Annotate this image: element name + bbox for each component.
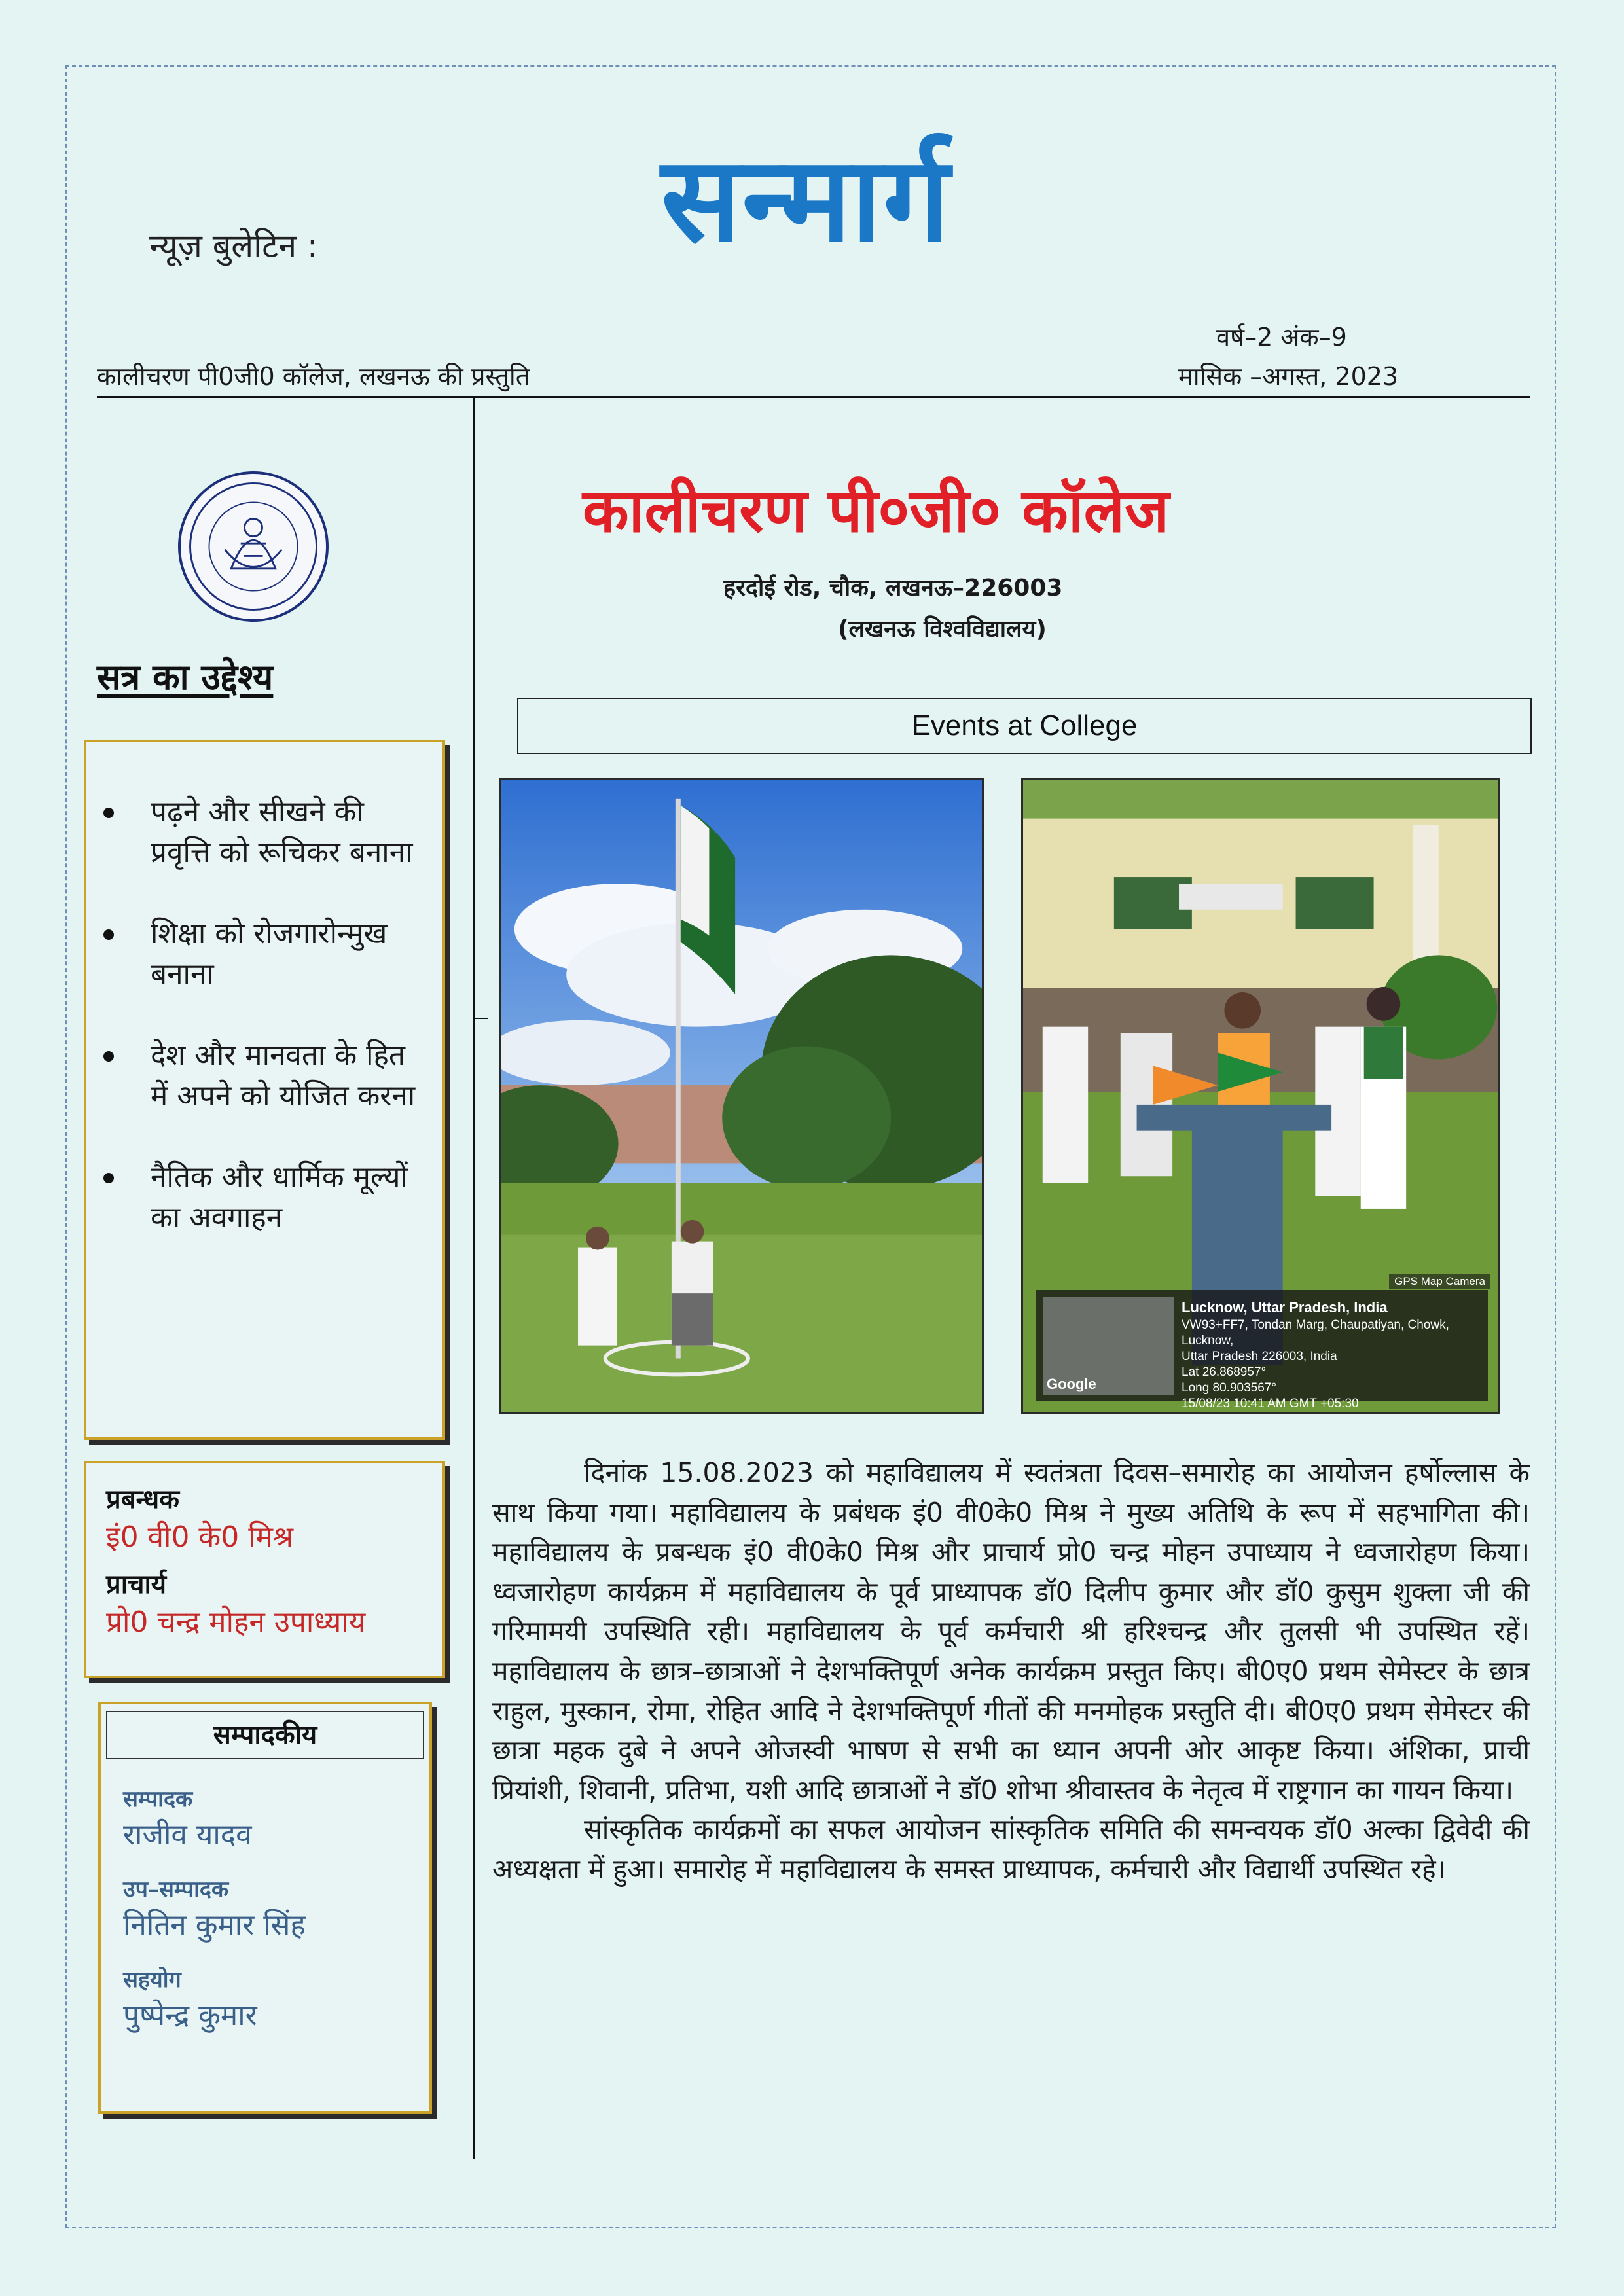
issue-number: वर्ष–2 अंक–9 — [1216, 323, 1347, 351]
gps-camera-badge: GPS Map Camera — [1389, 1274, 1490, 1289]
tagline: कालीचरण पी0जी0 कॉलेज, लखनऊ की प्रस्तुति — [97, 362, 530, 391]
gps-address-line-1: VW93+FF7, Tondan Marg, Chaupatiyan, Chowk, Lucknow, — [1182, 1318, 1449, 1348]
gps-overlay — [1036, 1290, 1488, 1410]
gps-map-thumbnail — [1043, 1297, 1174, 1395]
gps-address-line-2: Uttar Pradesh 226003, India — [1182, 1350, 1337, 1363]
college-seal-logo — [178, 471, 329, 622]
principal-name: प्रो0 चन्द्र मोहन उपाध्याय — [106, 1605, 366, 1639]
management-box — [84, 1461, 445, 1678]
article-paragraph: दिनांक 15.08.2023 को महाविद्यालय में स्वतंत्रता दिवस–समारोह का आयोजन हर्षोल्लास के साथ किया गया। महाविद्यालय के प्रबंधक इं0 वी0के0 मिश्र ने मुख्य अतिथि के रूप में सहभागिता की। महाविद्यालय के प्रबन्धक इं0 वी0के0 मिश्र और प्राचार्य प्रो0 चन्द्र मोहन उपाध्याय ने ध्वजारोहण किया। ध्वजारोहण कार्यक्रम में महाविद्यालय के पूर्व प्राध्यापक डॉ0 दिलीप कुमार और डॉ0 कुसुम शुक्ला जी की गरिमामयी उपस्थिति रही। महाविद्यालय के पूर्व कर्मचारी श्री हरिश्चन्द्र और तुलसी भी उपस्थित रहें। महाविद्यालय के छात्र–छात्राओं ने देशभक्तिपूर्ण अनेक कार्यक्रम प्रस्तुत किए। बी0ए0 प्रथम सेमेस्टर के छात्र राहुल, मुस्कान, रोमा, रोहित आदि ने देशभक्तिपूर्ण गीतों की मनमोहक प्रस्तुति दी। बी0ए0 प्रथम सेमेस्टर की छात्रा महक दुबे ने अपने ओजस्वी भाषण से सभी का ध्यान अपनी ओर आकृष्ट किया। अंशिका, प्राची प्रियांशी, शिवानी, प्रतिभा, यशी आदि छात्राओं ने डॉ0 शोभा श्रीवास्तव के नेतृत्व में राष्ट्रगान का गायन किया। — [492, 1457, 1530, 1806]
event-article — [492, 1453, 1530, 1890]
college-name: कालीचरण पी०जी० कॉलेज — [583, 476, 1170, 546]
flag-hoisting-photo — [499, 778, 984, 1414]
events-heading: Events at College — [517, 698, 1532, 754]
sub-editor-name: नितिन कुमार सिंह — [123, 1909, 306, 1942]
editorial-box — [98, 1702, 432, 2114]
aim-item: शिक्षा को रोजगारोन्मुख बनाना — [126, 914, 429, 995]
college-university: (लखनऊ विश्वविद्यालय) — [838, 616, 1047, 643]
editor-name: राजीव यादव — [123, 1818, 252, 1852]
cultural-program-photo — [1021, 778, 1500, 1414]
aim-item: देश और मानवता के हित में अपने को योजित करना — [126, 1035, 429, 1117]
manager-name: इं0 वी0 के0 मिश्र — [106, 1520, 294, 1554]
editorial-title: सम्पादकीय — [106, 1711, 424, 1759]
google-logo: Google — [1047, 1376, 1096, 1392]
news-bulletin-label: न्यूज़ बुलेटिन : — [149, 227, 318, 265]
principal-label: प्राचार्य — [106, 1570, 167, 1600]
college-address: हरदोई रोड, चौक, लखनऊ–226003 — [723, 575, 1063, 601]
column-divider — [473, 398, 475, 2159]
gps-city: Lucknow, Uttar Pradesh, India — [1182, 1299, 1388, 1316]
article-paragraph: सांस्कृतिक कार्यक्रमों का सफल आयोजन सांस्कृतिक समिति की समन्वयक डॉ0 अल्का द्विवेदी की अध्यक्षता में हुआ। समारोह में महाविद्यालय के समस्त प्राध्यापक, कर्मचारी और विद्यार्थी उपस्थित रहे। — [492, 1814, 1530, 1885]
aims-box — [84, 740, 445, 1440]
gps-latitude: Lat 26.868957° — [1182, 1365, 1267, 1379]
sub-editor-label: उप–सम्पादक — [123, 1876, 229, 1903]
support-name: पुष्पेन्द्र कुमार — [123, 1999, 257, 2032]
aims-list — [126, 792, 429, 1238]
divider-tick — [473, 1018, 488, 1019]
header-divider — [97, 396, 1530, 398]
issue-month: मासिक –अगस्त, 2023 — [1178, 362, 1399, 391]
gps-timestamp: 15/08/23 10:41 AM GMT +05:30 — [1182, 1397, 1359, 1410]
support-label: सहयोग — [123, 1967, 181, 1993]
newsletter-title: सन्मार्ग — [661, 130, 951, 268]
aim-item: नैतिक और धार्मिक मूल्यों का अवगाहन — [126, 1157, 429, 1238]
gps-longitude: Long 80.903567° — [1182, 1381, 1276, 1395]
aim-item: पढ़ने और सीखने की प्रवृत्ति को रूचिकर बनाना — [126, 792, 429, 873]
editor-label: सम्पादक — [123, 1786, 193, 1812]
manager-label: प्रबन्धक — [106, 1484, 179, 1515]
session-aims-heading: सत्र का उद्देश्य — [97, 656, 274, 698]
